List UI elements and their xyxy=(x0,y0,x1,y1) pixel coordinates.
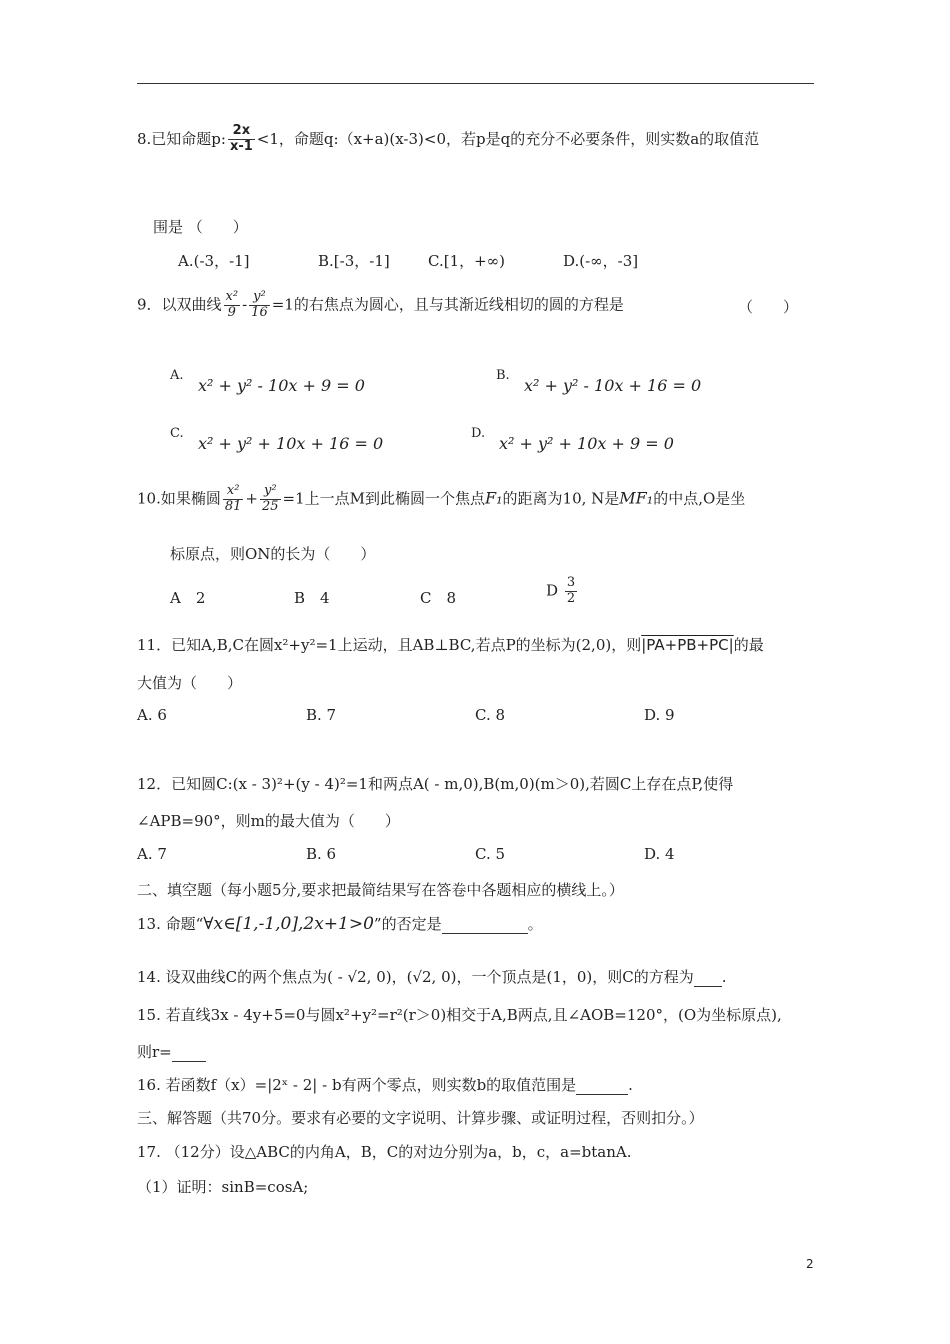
q10-mf1-symbol: MF₁ xyxy=(619,488,654,508)
q16-text: 16. 若函数f（x）=|2ˣ - 2| - b有两个零点，则实数b的取值范围是 xyxy=(137,1076,577,1094)
q10-rest3: 的中点,O是坐 xyxy=(653,489,746,508)
q10-option-a: A 2 xyxy=(170,589,206,607)
q13-answer-blank xyxy=(442,915,528,934)
q12-line1: 12．已知圆C:(x - 3)²+(y - 4)²=1和两点A( - m,0),B(m,0)(m＞0),若圆C上存在点P,使得 xyxy=(137,775,734,793)
q9-option-c: x² + y² + 10x + 16 = 0 xyxy=(198,434,384,453)
q13-math: ∀x∈[1,-1,0],2x+1>0 xyxy=(203,914,374,934)
q9-rest: 的右焦点为圆心，且与其渐近线相切的圆的方程是 xyxy=(293,295,624,314)
q8-option-d: D.(-∞，-3] xyxy=(563,252,639,270)
q11-option-a: A. 6 xyxy=(137,706,167,724)
q9-frac2 xyxy=(249,290,270,321)
q14-text: 14. 设双曲线C的两个焦点为( - √2, 0)，(√2, 0)，一个顶点是(1，0)，则C的方程为 xyxy=(137,968,694,986)
q10-d-fraction xyxy=(565,576,577,607)
q9-frac1 xyxy=(224,290,241,321)
q9-eq: =1 xyxy=(271,295,294,314)
question-11 xyxy=(137,634,764,655)
section-3-heading: 三、解答题（共70分。要求有必要的文字说明、计算步骤、或证明过程，否则扣分。） xyxy=(137,1109,704,1127)
q15-line1: 15. 若直线3x - 4y+5=0与圆x²+y²=r²(r＞0)相交于A,B两点,且∠AOB=120°，(O为坐标原点), xyxy=(137,1006,782,1024)
q10-frac2 xyxy=(260,484,281,515)
q8-line2: 围是 （ ） xyxy=(153,218,248,236)
q17-line2: （1）证明：sinB=cosA; xyxy=(137,1178,309,1196)
q8-frac-num: 2x xyxy=(228,124,255,140)
q12-option-a: A. 7 xyxy=(137,845,167,863)
q10-prefix: 10.如果椭圆 xyxy=(137,489,221,508)
q12-option-b: B. 6 xyxy=(306,845,337,863)
q10-f2-num: y² xyxy=(260,484,281,500)
q15-line2: 则r= xyxy=(137,1043,172,1061)
q10-d-num: 3 xyxy=(566,575,576,590)
q13-end: 。 xyxy=(527,915,543,933)
q11-line2: 大值为（ ） xyxy=(137,674,243,692)
q10-rest2: 的距离为10, N是 xyxy=(502,489,620,508)
q17-line1: 17. （12分）设△ABC的内角A，B，C的对边分别为a，b，c，a=btanA. xyxy=(137,1143,632,1161)
q10-f1-symbol: F₁ xyxy=(485,488,503,508)
q9-c-label: C. xyxy=(170,426,184,441)
q14-answer-blank xyxy=(694,968,722,987)
q9-f2-den: 16 xyxy=(251,304,268,320)
q12-line2: ∠APB=90°，则m的最大值为（ ） xyxy=(137,812,400,830)
q9-option-a: x² + y² - 10x + 9 = 0 xyxy=(198,376,365,395)
q9-minus: - xyxy=(242,295,248,314)
page-number: 2 xyxy=(806,1257,814,1271)
question-10 xyxy=(137,484,745,515)
q10-f1-den: 81 xyxy=(224,498,242,514)
q9-f2-num: y² xyxy=(249,290,270,306)
q11-option-c: C. 8 xyxy=(475,706,506,724)
question-16 xyxy=(137,1074,633,1095)
q10-eq: =1 xyxy=(282,489,305,508)
q11-option-d: D. 9 xyxy=(644,706,675,724)
q10-option-c: C 8 xyxy=(420,589,457,607)
q14-end: . xyxy=(721,968,727,986)
q9-f1-num: x² xyxy=(225,289,239,304)
q12-option-c: C. 5 xyxy=(475,845,506,863)
q16-end: . xyxy=(628,1076,633,1094)
q11-option-b: B. 7 xyxy=(306,706,337,724)
section-2-heading: 二、填空题（每小题5分,要求把最简结果写在答卷中各题相应的横线上。） xyxy=(137,881,624,899)
header-rule xyxy=(137,83,814,84)
q10-plus: + xyxy=(245,489,258,508)
q10-rest1: 上一点M到此椭圆一个焦点 xyxy=(304,489,486,508)
question-8 xyxy=(137,124,759,155)
question-14 xyxy=(137,966,727,987)
q15-line2-wrap xyxy=(137,1041,206,1062)
q11-line1b: 的最 xyxy=(733,636,764,654)
q8-option-a: A.(-3，-1] xyxy=(178,252,250,270)
q9-f1-den: 9 xyxy=(227,304,236,320)
q10-d-label: D xyxy=(546,581,559,600)
q10-line2: 标原点，则ON的长为（ ） xyxy=(170,545,376,563)
q8-option-b: B.[-3，-1] xyxy=(318,252,390,270)
q11-vector-sum: |PA+PB+PC| xyxy=(641,636,734,654)
question-9 xyxy=(137,290,624,321)
q9-prefix: 9．以双曲线 xyxy=(137,295,222,314)
q10-f2-den: 25 xyxy=(261,498,279,514)
q10-option-d xyxy=(546,576,579,607)
q8-frac-den: x-1 xyxy=(229,138,253,154)
question-13 xyxy=(137,913,543,934)
q10-f1-num: x² xyxy=(223,484,244,500)
q9-b-label: B. xyxy=(496,368,510,383)
q9-paren: （ ） xyxy=(738,298,799,316)
q11-line1a: 11．已知A,B,C在圆x²+y²=1上运动，且AB⊥BC,若点P的坐标为(2,0)，则 xyxy=(137,636,642,654)
q9-option-b: x² + y² - 10x + 16 = 0 xyxy=(524,376,702,395)
q12-option-d: D. 4 xyxy=(644,845,675,863)
q10-d-den: 2 xyxy=(566,590,576,606)
q15-answer-blank xyxy=(172,1043,206,1062)
q13-prefix: 13. 命题“ xyxy=(137,915,204,933)
q9-a-label: A. xyxy=(170,368,184,383)
q9-option-d: x² + y² + 10x + 9 = 0 xyxy=(499,434,674,453)
q8-option-c: C.[1，+∞) xyxy=(428,252,506,270)
q8-rest: <1，命题q:（x+a)(x-3)<0，若p是q的充分不必要条件，则实数a的取值范 xyxy=(256,129,760,148)
q8-fraction xyxy=(228,124,255,155)
q10-option-b: B 4 xyxy=(294,589,330,607)
q9-d-label: D. xyxy=(471,426,486,441)
q13-suffix: ”的否定是 xyxy=(373,915,442,933)
q10-frac1 xyxy=(223,484,244,515)
q16-answer-blank xyxy=(576,1076,628,1095)
q8-prefix: 8.已知命题p: xyxy=(137,129,226,148)
